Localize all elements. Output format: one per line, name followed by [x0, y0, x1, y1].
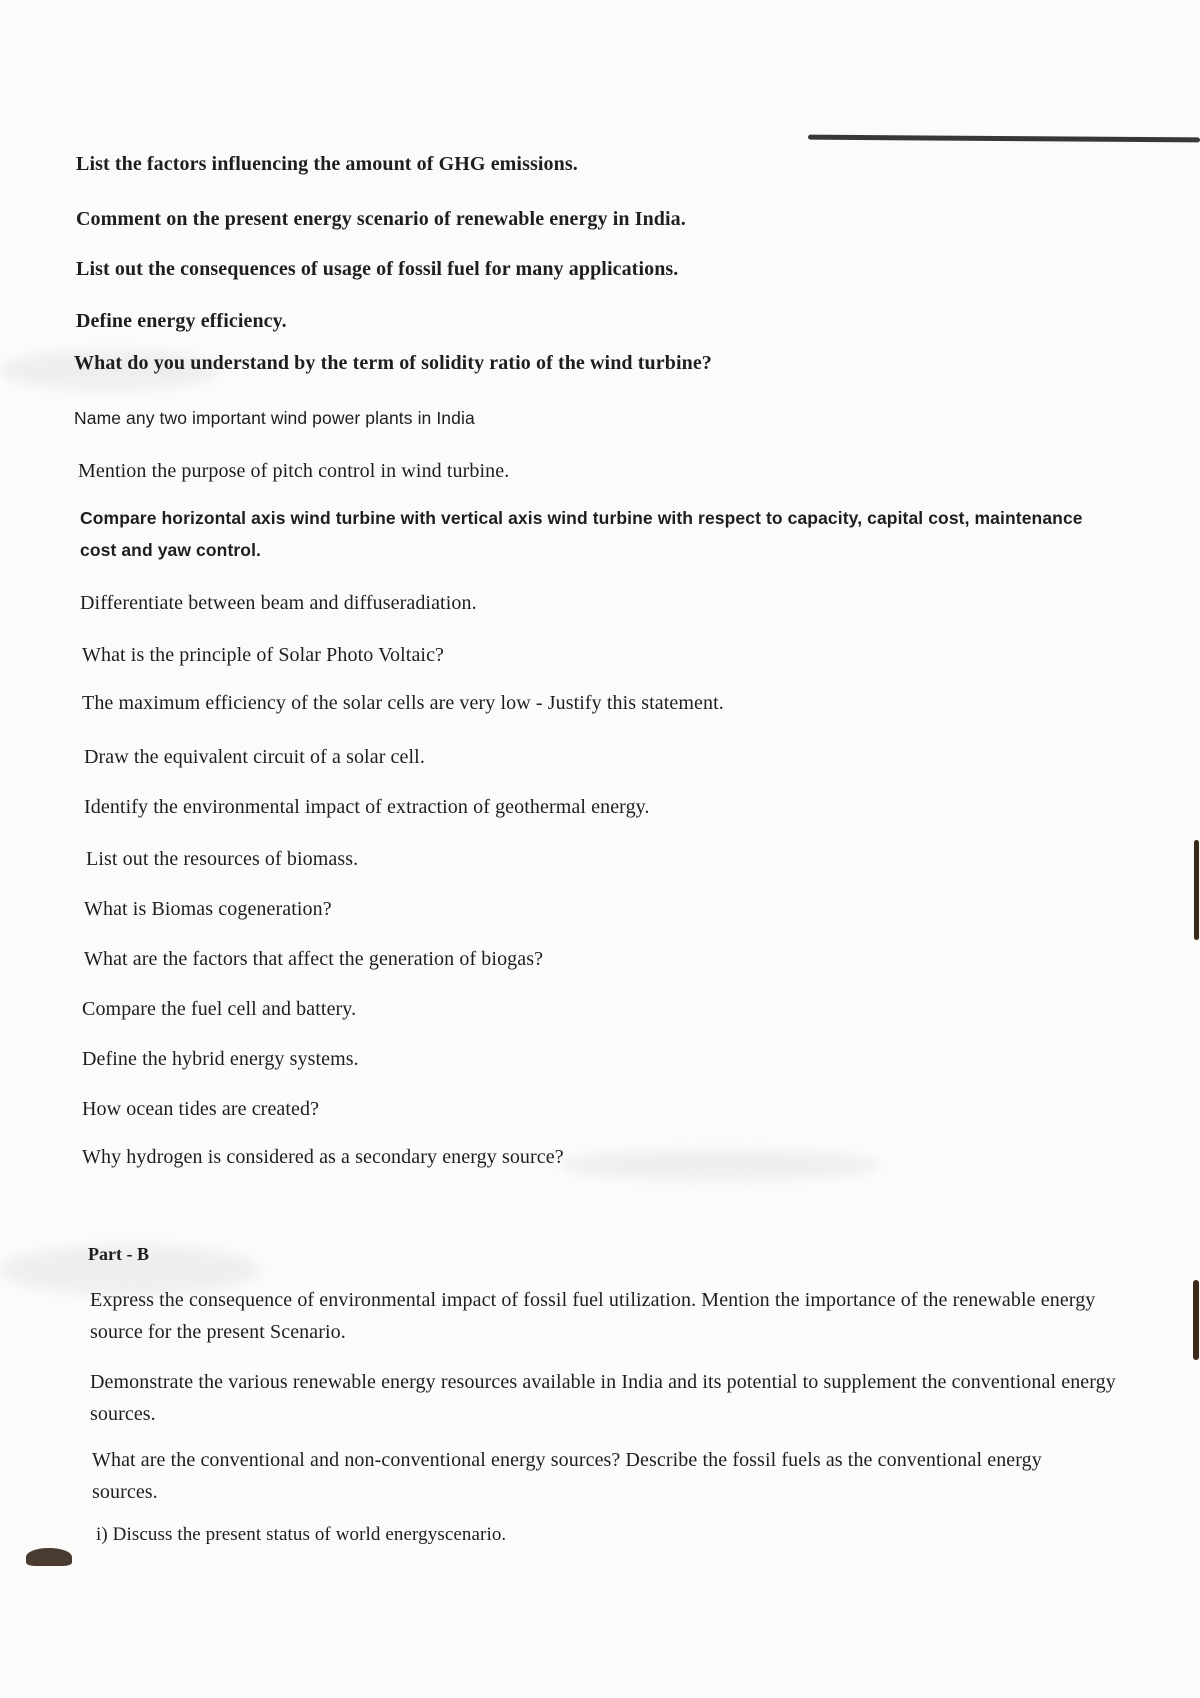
question-a1: List the factors influencing the amount of GHG emissions. — [76, 153, 578, 175]
question-a14: List out the resources of biomass. — [86, 848, 359, 870]
scan-artifact-line — [808, 135, 1200, 143]
question-b1: Express the consequence of environmental impact of fossil fuel utilization. Mention the importance of the renewable energy source for the present Scenario. — [90, 1289, 1096, 1343]
question-a16: What are the factors that affect the generation of biogas? — [84, 948, 544, 970]
question-b3: What are the conventional and non-conventional energy sources? Describe the fossil fuels as the conventional energy sources. — [92, 1449, 1042, 1503]
question-a8: Compare horizontal axis wind turbine with vertical axis wind turbine with respect to capacity, capital cost, maintenance cost and yaw control. — [80, 508, 1083, 560]
question-b4: i) Discuss the present status of world energyscenario. — [96, 1524, 507, 1545]
question-a9: Differentiate between beam and diffuseradiation. — [80, 592, 477, 614]
question-a7: Mention the purpose of pitch control in wind turbine. — [78, 460, 510, 482]
part-b-heading: Part - B — [88, 1244, 149, 1264]
question-a17: Compare the fuel cell and battery. — [82, 998, 357, 1020]
scan-smudge — [560, 1150, 880, 1180]
question-a12: Draw the equivalent circuit of a solar cell. — [84, 746, 425, 768]
page-edge-mark — [1193, 1280, 1199, 1360]
question-a18: Define the hybrid energy systems. — [82, 1048, 359, 1070]
question-a19: How ocean tides are created? — [82, 1098, 320, 1120]
question-a3: List out the consequences of usage of fossil fuel for many applications. — [76, 258, 679, 280]
question-a10: What is the principle of Solar Photo Voltaic? — [82, 644, 445, 666]
question-a11: The maximum efficiency of the solar cells are very low - Justify this statement. — [82, 692, 724, 714]
question-a15: What is Biomas cogeneration? — [84, 898, 332, 920]
question-b2: Demonstrate the various renewable energy resources available in India and its potential to supplement the conventional energy sources. — [90, 1371, 1116, 1425]
question-a13: Identify the environmental impact of extraction of geothermal energy. — [84, 796, 650, 818]
question-a2: Comment on the present energy scenario of renewable energy in India. — [76, 208, 686, 230]
question-a20: Why hydrogen is considered as a secondary energy source? — [82, 1146, 564, 1168]
page-edge-mark — [1194, 840, 1199, 940]
question-a4: Define energy efficiency. — [76, 310, 287, 332]
question-a5: What do you understand by the term of solidity ratio of the wind turbine? — [74, 352, 712, 374]
question-a6: Name any two important wind power plants in India — [74, 408, 475, 428]
scan-blot — [26, 1548, 72, 1566]
